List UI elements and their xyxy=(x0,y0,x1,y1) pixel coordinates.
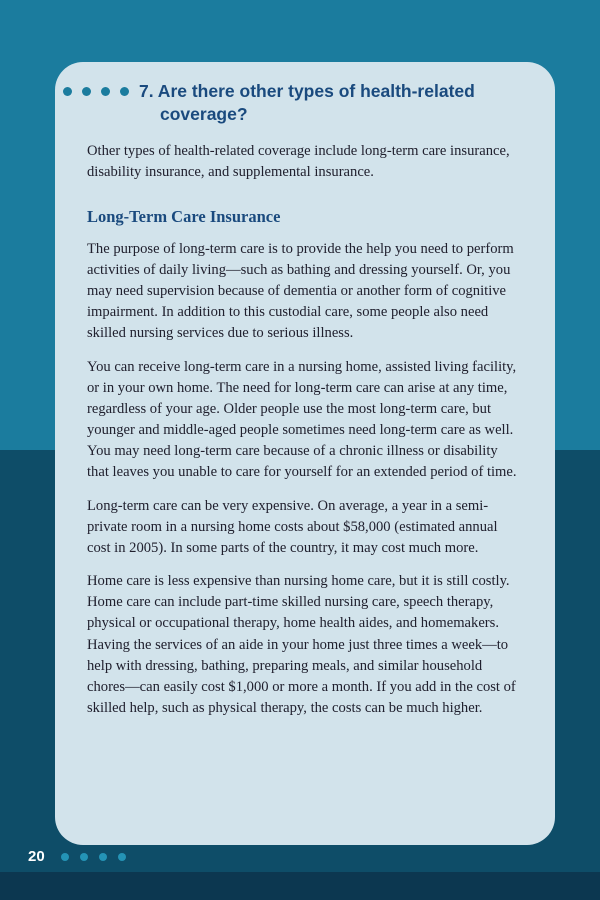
footer-dots xyxy=(61,853,126,861)
background-footer-strip xyxy=(0,872,600,900)
bullet-dot-icon xyxy=(61,853,69,861)
subsection-title: Long-Term Care Insurance xyxy=(87,206,281,226)
intro-paragraph: Other types of health-related coverage include long-term care insurance, disability insurance, and supplemental insurance. xyxy=(87,142,510,180)
content-card xyxy=(55,62,555,845)
bullet-dot-icon xyxy=(101,87,110,96)
bullet-dot-icon xyxy=(120,87,129,96)
page-number: 20 xyxy=(28,848,45,865)
body-paragraph: Home care is less expensive than nursing home care, but it is still costly. Home care can include part-time skilled nursing care, speech therapy, physical or occupational therapy, home health aides, and homemakers. Having the services of an aide in your home just three times a week—to help with dressing, bathing, preparing meals, and similar household chores—can easily cost $1,000 or more a month. If you add in the cost of skilled help, such as physical therapy, the costs can be much higher. xyxy=(87,573,516,716)
section-heading: 7. Are there other types of health-related coverage? xyxy=(139,81,475,125)
body-paragraph: Long-term care can be very expensive. On average, a year in a semi-private room in a nursing home costs about $58,000 (estimated annual cost in 2005). In some parts of the country, it may cost much more. xyxy=(87,497,498,556)
bullet-dot-icon xyxy=(63,87,72,96)
page-footer xyxy=(28,848,126,865)
bullet-dot-icon xyxy=(99,853,107,861)
section-header xyxy=(63,80,521,127)
header-dots xyxy=(63,87,129,96)
bullet-dot-icon xyxy=(118,853,126,861)
body-paragraph: You can receive long-term care in a nursing home, assisted living facility, or in your own home. The need for long-term care can arise at any time, regardless of your age. Older people use the most long-term care, but younger and middle-aged people sometimes need long-term care as well. You may need long-term care because of a chronic illness or disability that leaves you unable to care for yourself for an extended period of time. xyxy=(87,358,517,481)
body-paragraph: The purpose of long-term care is to provide the help you need to perform activities of daily living—such as bathing and dressing yourself. Or, you may need supervision because of dementia or another form of cognitive impairment. In addition to this custodial care, some people also need skilled nursing services due to serious illness. xyxy=(87,240,514,342)
bullet-dot-icon xyxy=(82,87,91,96)
bullet-dot-icon xyxy=(80,853,88,861)
